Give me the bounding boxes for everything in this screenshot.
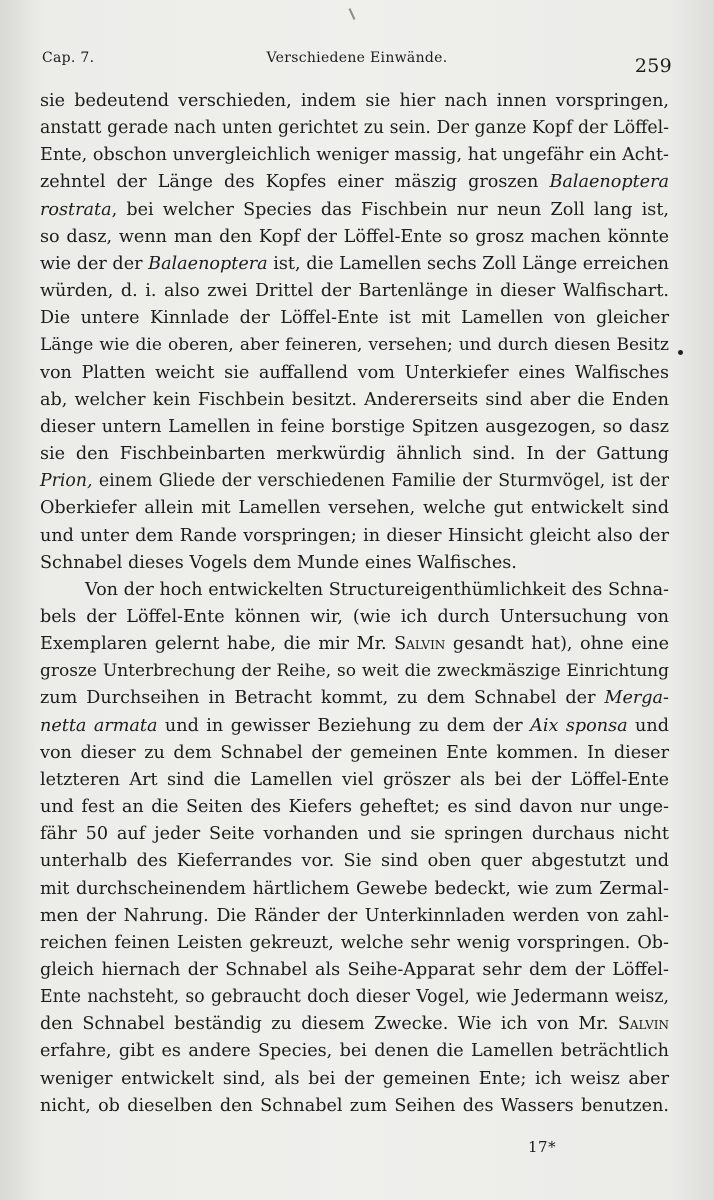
body-text <box>40 88 669 1120</box>
text-line: nicht, ob dieselben den Schnabel zum Seihen des Wassers benutzen. <box>40 1095 669 1116</box>
text-line: so dasz, wenn man den Kopf der Löffel-Ente so grosz machen könnte <box>40 226 669 247</box>
text-line: netta armata und in gewisser Beziehung zu dem der Aix sponsa und <box>40 715 669 736</box>
text-line: zum Durchseihen in Betracht kommt, zu dem Schnabel der Merga- <box>40 688 669 709</box>
text-line: anstatt gerade nach unten gerichtet zu sein. Der ganze Kopf der Löffel- <box>40 118 669 139</box>
text-line: Ente nachsteht, so gebraucht doch dieser Vogel, wie Jedermann weisz, <box>40 987 669 1008</box>
text-line: erfahre, gibt es andere Species, bei denen die Lamellen beträchtlich <box>40 1041 669 1062</box>
text-line: fähr 50 auf jeder Seite vorhanden und sie springen durchaus nicht <box>40 824 669 845</box>
taxon-name: Balaenoptera <box>549 172 669 193</box>
text-line: gleich hiernach der Schnabel als Seihe-Apparat sehr dem der Löffel- <box>40 960 669 980</box>
text-line: ab, welcher kein Fischbein besitzt. Andererseits sind aber die Enden <box>40 389 669 410</box>
text-line: Länge wie die oberen, aber feineren, versehen; und durch diesen Besitz <box>40 335 669 356</box>
text-line: sie bedeutend verschieden, indem sie hier nach innen vorspringen, <box>40 91 669 111</box>
text-line: wie der der Balaenoptera ist, die Lamellen sechs Zoll Länge erreichen <box>40 253 669 274</box>
margin-tick-mark <box>349 8 356 20</box>
margin-dot-mark <box>678 350 683 355</box>
person-name: Salvin <box>617 1014 669 1035</box>
text-line: sie den Fischbeinbarten merkwürdig ähnlich sind. In der Gattung <box>40 444 669 465</box>
text-line: und unter dem Rande vorspringen; in dieser Hinsicht gleicht also der <box>40 525 669 546</box>
text-line: Oberkiefer allein mit Lamellen versehen, welche gut entwickelt sind <box>40 498 669 519</box>
text-line: letzteren Art sind die Lamellen viel gröszer als bei der Löffel-Ente <box>40 769 669 790</box>
text-line: weniger entwickelt sind, als bei der gemeinen Ente; ich weisz aber <box>40 1068 669 1089</box>
paragraph-start-line: Von der hoch entwickelten Structureigenthümlichkeit des Schna- <box>85 579 669 600</box>
taxon-name: rostrata <box>40 199 112 220</box>
text-line: Exemplaren gelernt habe, die mir Mr. Salvin gesandt hat), ohne eine <box>40 634 669 655</box>
text-line: reichen feinen Leisten gekreuzt, welche sehr wenig vorspringen. Ob- <box>40 932 669 953</box>
running-header <box>42 50 672 78</box>
text-line: von dieser zu dem Schnabel der gemeinen Ente kommen. In dieser <box>40 742 669 763</box>
text-line: würden, d. i. also zwei Drittel der Bartenlänge in dieser Walfischart. <box>40 281 669 302</box>
page-number: 259 <box>634 55 672 77</box>
person-name: Salvin <box>394 634 446 655</box>
text-line: Die untere Kinnlade der Löffel-Ente ist mit Lamellen von gleicher <box>40 308 669 329</box>
taxon-name: Prion, <box>40 471 93 492</box>
taxon-name: Merga- <box>604 688 669 709</box>
text-line: men der Nahrung. Die Ränder der Unterkinnladen werden von zahl- <box>40 905 669 926</box>
text-line: bels der Löffel-Ente können wir, (wie ich durch Untersuchung von <box>40 606 669 627</box>
text-line: dieser untern Lamellen in feine borstige Spitzen ausgezogen, so dasz <box>40 416 669 437</box>
text-line: mit durchscheinendem härtlichem Gewebe bedeckt, wie zum Zermal- <box>40 878 669 899</box>
text-line: und fest an die Seiten des Kiefers geheftet; es sind davon nur unge- <box>40 797 669 818</box>
text-line: von Platten weicht sie auffallend vom Unterkiefer eines Walfisches <box>40 362 669 383</box>
chapter-label: Cap. 7. <box>42 50 95 66</box>
text-line: Schnabel dieses Vogels dem Munde eines Walfisches. <box>40 552 517 573</box>
text-line: Prion, einem Gliede der verschiedenen Familie der Sturmvögel, ist der <box>40 471 669 492</box>
text-line: den Schnabel beständig zu diesem Zwecke. Wie ich von Mr. Salvin <box>40 1014 669 1035</box>
text-line: zehntel der Länge des Kopfes einer mäszig groszen Balaenoptera <box>40 172 669 193</box>
signature-mark: 17* <box>528 1138 557 1156</box>
running-title: Verschiedene Einwände. <box>266 50 448 66</box>
taxon-name: netta armata <box>40 715 158 736</box>
text-line: rostrata, bei welcher Species das Fischbein nur neun Zoll lang ist, <box>40 199 669 220</box>
text-line: unterhalb des Kieferrandes vor. Sie sind oben quer abgestutzt und <box>40 851 669 872</box>
taxon-name: Balaenoptera <box>148 253 268 274</box>
text-line: Ente, obschon unvergleichlich weniger massig, hat ungefähr ein Acht- <box>40 145 669 166</box>
text-line: grosze Unterbrechung der Reihe, so weit die zweckmäszige Einrichtung <box>40 661 669 682</box>
taxon-name: Aix sponsa <box>530 715 628 736</box>
